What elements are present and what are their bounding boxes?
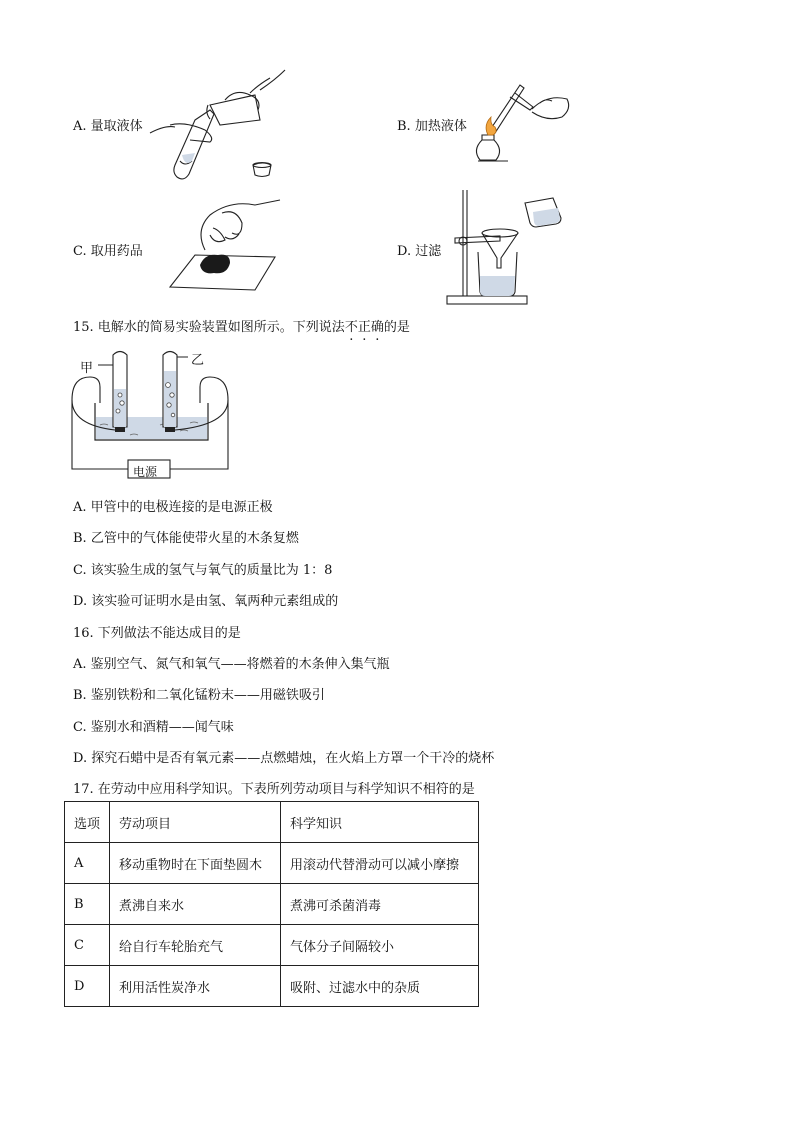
electrolysis-illustration (70, 345, 230, 480)
tube-jia-label: 甲 (80, 361, 94, 376)
q15-option-c: C. 该实验生成的氢气与氧气的质量比为 1：8 (73, 563, 333, 578)
row-b-project: 煮沸自来水 (110, 884, 281, 925)
q15-option-d: D. 该实验可证明水是由氢、氧两种元素组成的 (73, 594, 339, 609)
row-a-project: 移动重物时在下面垫圆木 (110, 843, 281, 884)
row-c-knowledge: 气体分子间隔较小 (281, 925, 479, 966)
row-c-option: C (65, 925, 110, 966)
option-c-label: C. 取用药品 (73, 244, 143, 259)
row-d-project: 利用活性炭净水 (110, 966, 281, 1007)
tube-yi-label: 乙 (191, 353, 205, 368)
filtration-illustration (445, 188, 570, 308)
question-17-stem: 17. 在劳动中应用科学知识。下表所列劳动项目与科学知识不相符的是 (73, 782, 475, 797)
table-row (65, 884, 479, 925)
option-d-label: D. 过滤 (397, 244, 442, 259)
table-header-row (65, 802, 479, 843)
row-d-knowledge: 吸附、过滤水中的杂质 (281, 966, 479, 1007)
take-solid-illustration (170, 195, 280, 295)
q16-option-b: B. 鉴别铁粉和二氧化锰粉末——用磁铁吸引 (73, 688, 325, 703)
q16-option-c: C. 鉴别水和酒精——闻气味 (73, 720, 234, 735)
measure-liquid-illustration (150, 65, 290, 180)
header-option: 选项 (65, 802, 110, 843)
power-source-label: 电源 (133, 465, 158, 479)
option-a-label: A. 量取液体 (73, 119, 143, 134)
row-b-option: B (65, 884, 110, 925)
q15-option-a: A. 甲管中的电极连接的是电源正极 (73, 500, 273, 515)
heat-liquid-illustration (470, 75, 575, 170)
row-a-knowledge: 用滚动代替滑动可以减小摩擦 (281, 843, 479, 884)
row-d-option: D (65, 966, 110, 1007)
option-b-label: B. 加热液体 (397, 119, 467, 134)
q17-table (64, 801, 479, 1007)
table-row (65, 925, 479, 966)
q15-option-b: B. 乙管中的气体能使带火星的木条复燃 (73, 531, 299, 546)
q16-option-a: A. 鉴别空气、氮气和氧气——将燃着的木条伸入集气瓶 (73, 657, 390, 672)
row-c-project: 给自行车轮胎充气 (110, 925, 281, 966)
question-15-stem: 15. 电解水的简易实验装置如图所示。下列说法不正确的是 (73, 320, 410, 335)
row-a-option: A (65, 843, 110, 884)
table-row (65, 843, 479, 884)
question-16-stem: 16. 下列做法不能达成目的是 (73, 626, 241, 641)
table-row (65, 966, 479, 1007)
q16-option-d: D. 探究石蜡中是否有氧元素——点燃蜡烛，在火焰上方罩一个干冷的烧杯 (73, 751, 495, 766)
header-labor-project: 劳动项目 (110, 802, 281, 843)
header-science-knowledge: 科学知识 (281, 802, 479, 843)
row-b-knowledge: 煮沸可杀菌消毒 (281, 884, 479, 925)
